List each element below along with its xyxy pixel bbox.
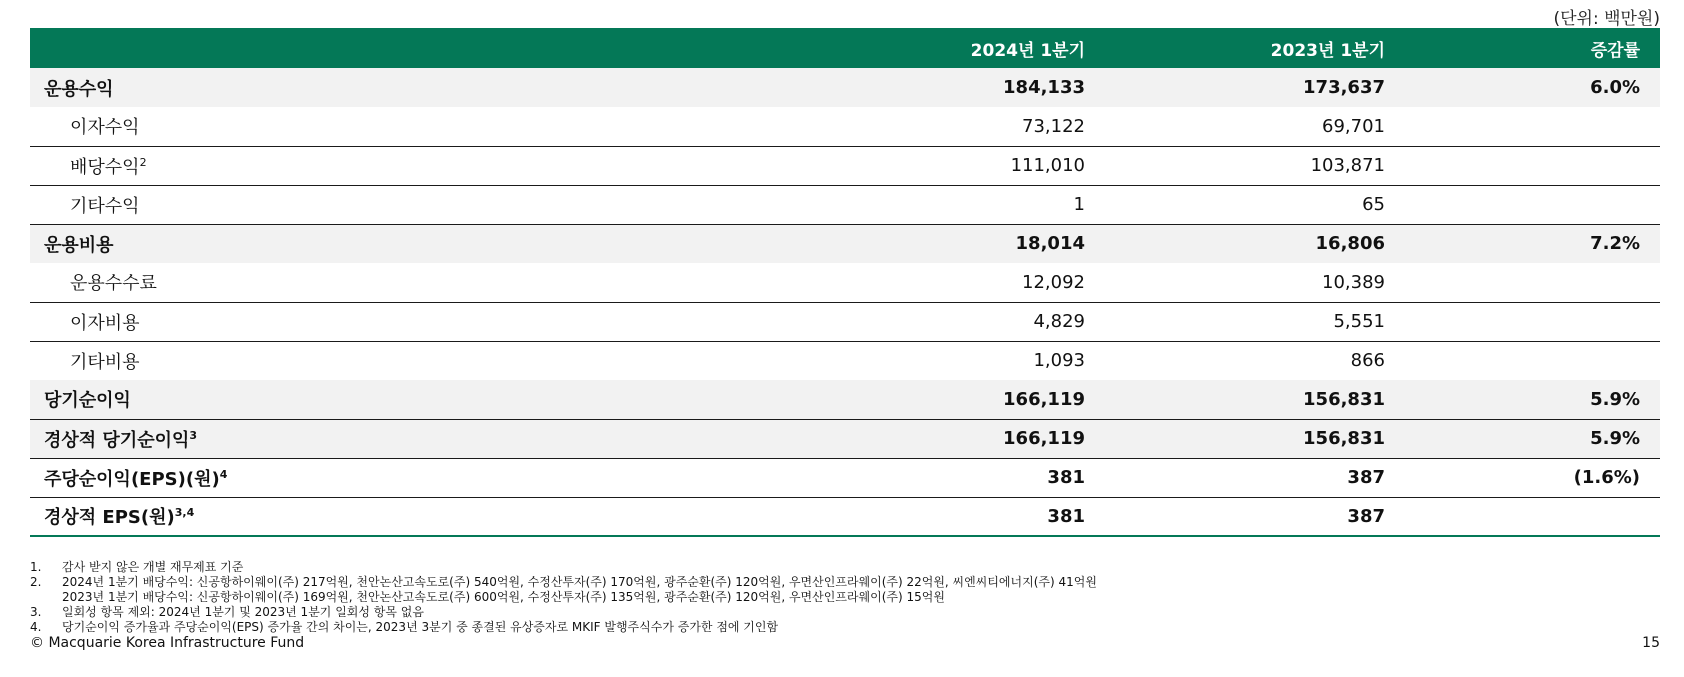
value-change — [1405, 263, 1660, 302]
row-label-text: 운용수익 — [44, 78, 114, 100]
row-label-text: 운용비용 — [44, 234, 114, 256]
footnote-marker: 2 — [139, 155, 147, 169]
footnote-marker: 3,4 — [174, 506, 195, 520]
table-row — [30, 224, 1660, 263]
value-2023q1: 156,831 — [1105, 380, 1405, 419]
footnote-number: 3. — [30, 605, 42, 619]
table-row — [30, 341, 1660, 380]
value-change — [1405, 341, 1660, 380]
row-label — [30, 224, 665, 263]
row-label — [30, 497, 665, 536]
row-label — [30, 68, 665, 107]
value-2024q1: 381 — [665, 497, 1105, 536]
value-change — [1405, 497, 1660, 536]
row-label-text: 기타비용 — [70, 351, 140, 373]
row-label — [30, 107, 665, 146]
table-row — [30, 107, 1660, 146]
unit-label: (단위: 백만원) — [1553, 9, 1660, 29]
value-2023q1: 103,871 — [1105, 146, 1405, 185]
footnote-text: 2023년 1분기 배당수익: 신공항하이웨이(주) 169억원, 천안논산고속도로(주) 600억원, 수정산투자(주) 135억원, 광주순환(주) 120억원, 우면산인프라웨이(주) 15억원 — [62, 590, 945, 604]
row-label-text: 기타수익 — [70, 195, 140, 217]
table-row — [30, 146, 1660, 185]
row-label-text: 당기순이익 — [44, 390, 131, 412]
value-2024q1: 166,119 — [665, 419, 1105, 458]
value-2024q1: 166,119 — [665, 380, 1105, 419]
value-2024q1: 1 — [665, 185, 1105, 224]
footnote-2-continued — [30, 590, 1097, 605]
footnote-marker: 3 — [189, 428, 198, 442]
footnote-number: 2. — [30, 575, 42, 589]
row-label — [30, 419, 665, 458]
column-header-2024q1: 2024년 1분기 — [970, 40, 1085, 61]
row-label-text: 운용수수료 — [70, 273, 157, 295]
value-2023q1: 387 — [1105, 458, 1405, 497]
footnote-text: 일회성 항목 제외: 2024년 1분기 및 2023년 1분기 일회성 항목 없음 — [62, 605, 424, 619]
value-2024q1: 4,829 — [665, 302, 1105, 341]
footnote-text: 2024년 1분기 배당수익: 신공항하이웨이(주) 217억원, 천안논산고속도로(주) 540억원, 수정산투자(주) 170억원, 광주순환(주) 120억원, 우면산인프라웨이(주) 22억원, 씨엔씨티에너지(주) 41억원 — [62, 575, 1097, 589]
footnote-text: 당기순이익 증가율과 주당순이익(EPS) 증가율 간의 차이는, 2023년 3분기 중 종결된 유상증자로 MKIF 발행주식수가 증가한 점에 기인함 — [62, 620, 779, 634]
value-change: 7.2% — [1590, 233, 1640, 255]
row-label-text: 경상적 EPS(원) — [44, 507, 175, 529]
footnote-3 — [30, 605, 1097, 620]
value-change — [1405, 185, 1660, 224]
value-2023q1: 173,637 — [1303, 77, 1385, 98]
value-2024q1: 1,093 — [1033, 350, 1085, 372]
value-2023q1: 387 — [1105, 497, 1405, 536]
value-2023q1: 69,701 — [1105, 107, 1405, 146]
footnote-text: 감사 받지 않은 개별 재무제표 기준 — [62, 560, 244, 574]
footnote-number: 1. — [30, 560, 42, 574]
value-2023q1: 65 — [1105, 185, 1405, 224]
table-row — [30, 380, 1660, 419]
value-2024q1: 111,010 — [665, 146, 1105, 185]
income-statement-table — [30, 28, 1660, 537]
row-label — [30, 458, 665, 497]
value-2023q1: 156,831 — [1105, 419, 1405, 458]
row-label — [30, 380, 665, 419]
table-row — [30, 458, 1660, 497]
row-label-text: 이자수익 — [70, 117, 140, 139]
value-change: (1.6%) — [1405, 458, 1660, 497]
value-2024q1: 12,092 — [665, 263, 1105, 302]
table-row — [30, 419, 1660, 458]
row-label-text: 배당수익 — [70, 156, 140, 178]
value-2023q1: 10,389 — [1105, 263, 1405, 302]
value-change: 5.9% — [1405, 380, 1660, 419]
value-2023q1: 866 — [1350, 350, 1385, 372]
row-label-text: 주당순이익(EPS)(원) — [44, 468, 220, 490]
row-label-text: 이자비용 — [70, 312, 140, 334]
row-label — [30, 302, 665, 341]
value-2024q1: 73,122 — [665, 107, 1105, 146]
copyright-text: © Macquarie Korea Infrastructure Fund — [30, 635, 305, 651]
row-label — [30, 263, 665, 302]
table-row — [30, 68, 1660, 107]
table-row — [30, 263, 1660, 302]
table-row — [30, 302, 1660, 341]
footnote-marker: 4 — [219, 467, 228, 481]
value-change — [1405, 146, 1660, 185]
row-label — [30, 341, 665, 380]
footnote-number: 4. — [30, 620, 42, 634]
column-header-change: 증감률 — [1590, 40, 1640, 61]
column-header-2023q1: 2023년 1분기 — [1270, 40, 1385, 61]
table-row — [30, 185, 1660, 224]
value-change — [1405, 302, 1660, 341]
row-label-text: 경상적 당기순이익 — [44, 429, 190, 451]
footnote-1 — [30, 560, 1097, 575]
row-label — [30, 146, 665, 185]
footnotes — [30, 560, 1097, 635]
value-2023q1: 5,551 — [1105, 302, 1405, 341]
value-change: 5.9% — [1405, 419, 1660, 458]
value-2023q1: 16,806 — [1315, 233, 1385, 255]
value-change: 6.0% — [1590, 77, 1640, 98]
value-2024q1: 381 — [665, 458, 1105, 497]
row-label — [30, 185, 665, 224]
value-2024q1: 184,133 — [1003, 77, 1085, 98]
page-number: 15 — [1642, 635, 1660, 651]
table-row — [30, 497, 1660, 536]
value-2024q1: 18,014 — [1015, 233, 1085, 255]
value-change — [1405, 107, 1660, 146]
table-header-row — [30, 28, 1660, 68]
footnote-2 — [30, 575, 1097, 590]
column-header-item — [30, 28, 665, 68]
footnote-4 — [30, 620, 1097, 635]
